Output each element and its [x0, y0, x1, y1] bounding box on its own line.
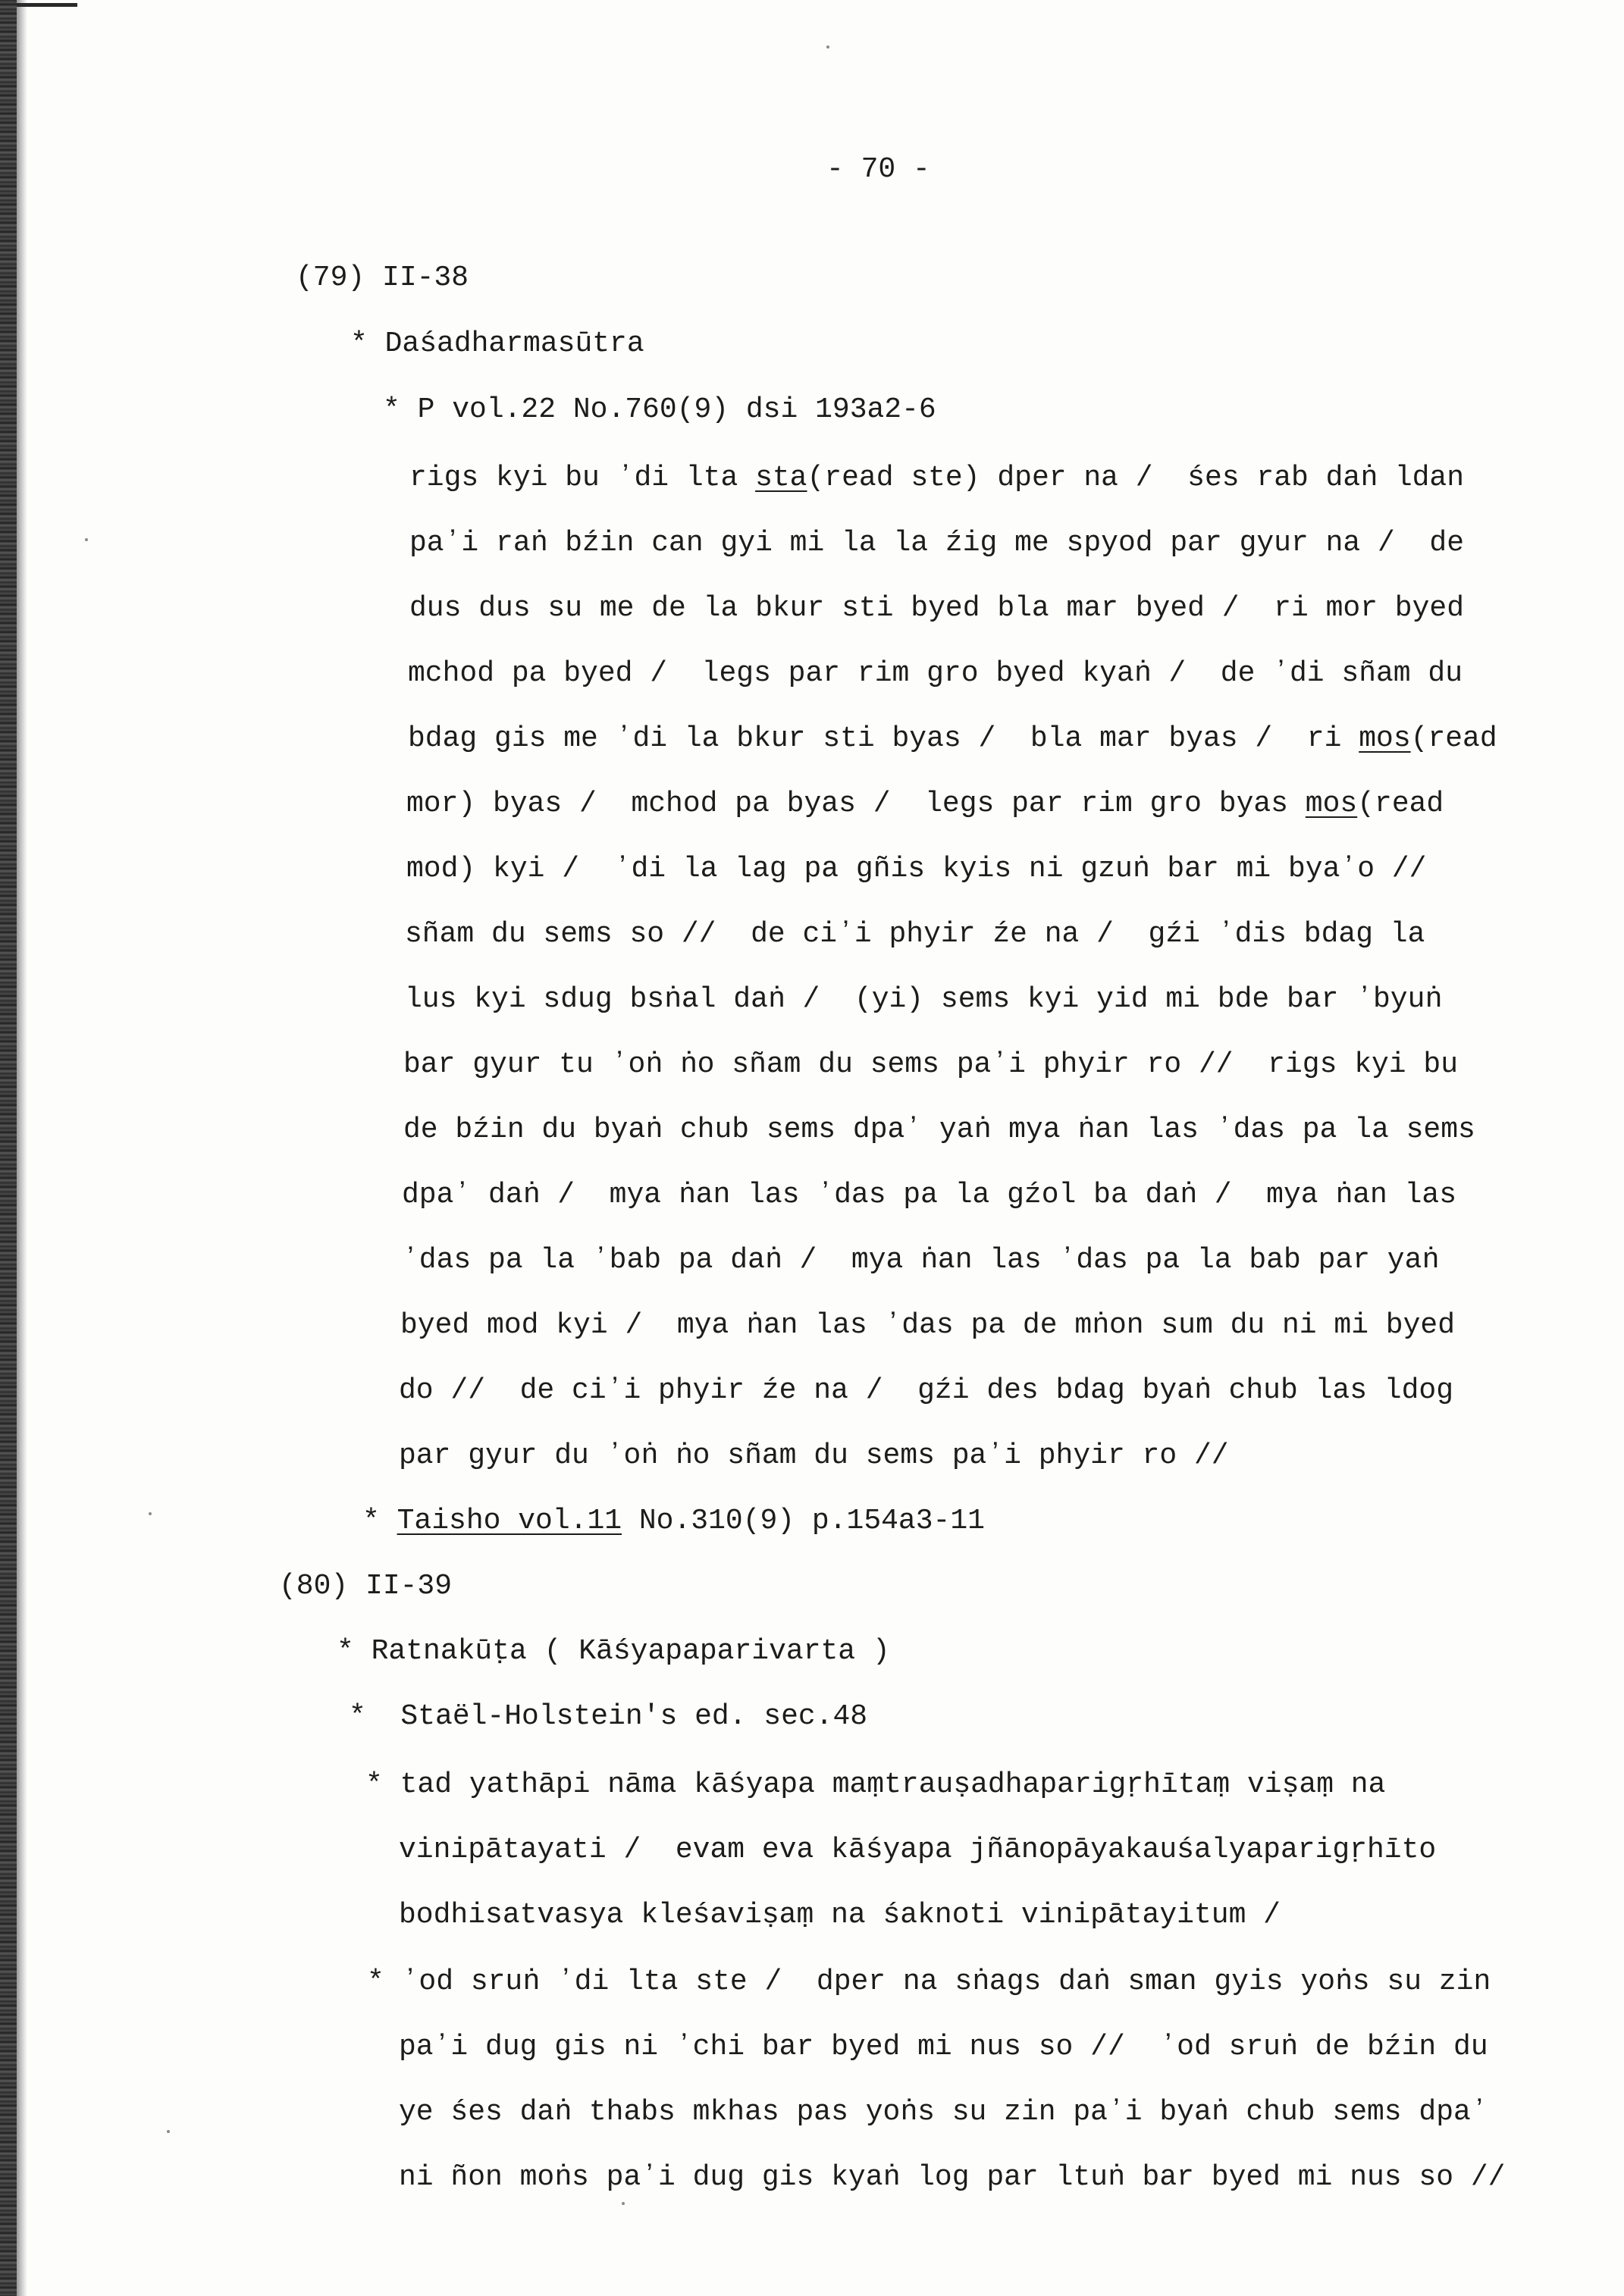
taisho-volume: Taisho vol.11	[397, 1505, 622, 1537]
entry-80-edition: * Staël-Holstein's ed. sec.48	[349, 1700, 868, 1733]
line-1-part-c: (read ste) dper na / śes rab daṅ ldan	[807, 462, 1465, 494]
entry-80-tibetan-line-3: ye śes daṅ thabs mkhas pas yoṅs su zin paʼi byaṅ chub sems dpaʼ	[399, 2096, 1488, 2128]
entry-79-heading: (79) II-38	[296, 262, 469, 294]
underlined-word-sta: sta	[755, 462, 807, 494]
entry-79-line-14: byed mod kyi / mya ṅan las ʼdas pa de mṅon sum du ni mi byed	[400, 1309, 1456, 1342]
corner-mark	[17, 3, 77, 22]
page-number: - 70 -	[826, 153, 930, 186]
entry-79-line-16: par gyur du ʼoṅ ṅo sñam du sems paʼi phyir ro //	[399, 1439, 1229, 1472]
entry-80-heading: (80) II-39	[279, 1570, 453, 1602]
entry-79-line-12: dpaʼ daṅ / mya ṅan las ʼdas pa la gźol ba daṅ / mya ṅan las	[402, 1179, 1457, 1211]
entry-80-tibetan-line-4: ni ñon moṅs paʼi dug gis kyaṅ log par ltuṅ bar byed mi nus so //	[399, 2161, 1506, 2194]
entry-80-sutra: * Ratnakūṭa ( Kāśyapaparivarta )	[337, 1635, 890, 1668]
entry-79-line-11: de bźin du byaṅ chub sems dpaʼ yaṅ mya ṅan las ʼdas pa la sems	[403, 1114, 1475, 1146]
binding-shadow	[0, 0, 17, 2296]
entry-80-sanskrit-line-3: bodhisatvasya kleśaviṣaṃ na śaknoti vinipātayitum /	[399, 1899, 1281, 1931]
line-5-part-c: (read	[1410, 722, 1497, 755]
entry-79-sutra: * Daśadharmasūtra	[350, 327, 644, 360]
entry-79-line-10: bar gyur tu ʼoṅ ṅo sñam du sems paʼi phyir ro // rigs kyi bu	[403, 1048, 1459, 1081]
entry-79-line-2: paʼi raṅ bźin can gyi mi la la źig me spyod par gyur na / de	[409, 527, 1465, 559]
taisho-location: No.310(9) p.154a3-11	[622, 1505, 985, 1537]
scan-speck	[167, 2130, 170, 2133]
scan-speck	[622, 2202, 625, 2205]
entry-79-peking-ref: * P vol.22 No.760(9) dsi 193a2-6	[383, 393, 936, 426]
entry-80-tibetan-line-1: * ʼod sruṅ ʼdi lta ste / dper na sṅags daṅ sman gyis yoṅs su zin	[367, 1966, 1491, 1998]
underlined-word-mos: mos	[1359, 722, 1411, 755]
entry-79-line-7: mod) kyi / ʼdi la lag pa gñis kyis ni gzuṅ bar mi byaʼo //	[406, 853, 1427, 885]
entry-79-line-1	[409, 464, 1464, 493]
entry-79-line-6	[406, 790, 1444, 819]
scan-speck	[85, 538, 88, 541]
entry-79-taisho-ref	[362, 1507, 985, 1536]
entry-80-sanskrit-line-1: * tad yathāpi nāma kāśyapa maṃtrauṣadhaparigṛhītaṃ viṣaṃ na	[365, 1768, 1386, 1801]
entry-79-line-4: mchod pa byed / legs par rim gro byed kyaṅ / de ʼdi sñam du	[408, 657, 1463, 690]
scan-speck	[149, 1512, 152, 1515]
entry-79-line-5	[408, 722, 1497, 755]
entry-79-line-9: lus kyi sdug bsṅal daṅ / (yi) sems kyi yid mi bde bar ʼbyuṅ	[405, 983, 1443, 1016]
entry-80-tibetan-line-2: paʼi dug gis ni ʼchi bar byed mi nus so // ʼod sruṅ de bźin du	[399, 2031, 1488, 2063]
entry-79-line-13: ʼdas pa la ʼbab pa daṅ / mya ṅan las ʼdas pa la bab par yaṅ	[402, 1244, 1440, 1276]
taisho-bullet: *	[362, 1505, 397, 1537]
line-6-part-a: mor) byas / mchod pa byas / legs par rim gro byas	[406, 788, 1306, 820]
line-5-part-a: bdag gis me ʼdi la bkur sti byas / bla mar byas / ri	[408, 722, 1359, 755]
entry-79-line-8: sñam du sems so // de ciʼi phyir źe na / gźi ʼdis bdag la	[405, 918, 1425, 951]
scan-speck	[826, 45, 829, 49]
underlined-word-mos: mos	[1305, 788, 1358, 820]
binding-edge	[17, 0, 27, 2296]
line-6-part-c: (read	[1357, 788, 1444, 820]
line-1-part-a: rigs kyi bu ʼdi lta	[409, 462, 756, 494]
entry-79-line-15: do // de ciʼi phyir źe na / gźi des bdag byaṅ chub las ldog	[399, 1374, 1454, 1407]
entry-80-sanskrit-line-2: vinipātayati / evam eva kāśyapa jñānopāyakauśalyaparigṛhīto	[399, 1834, 1437, 1866]
entry-79-line-3: dus dus su me de la bkur sti byed bla mar byed / ri mor byed	[409, 592, 1465, 625]
